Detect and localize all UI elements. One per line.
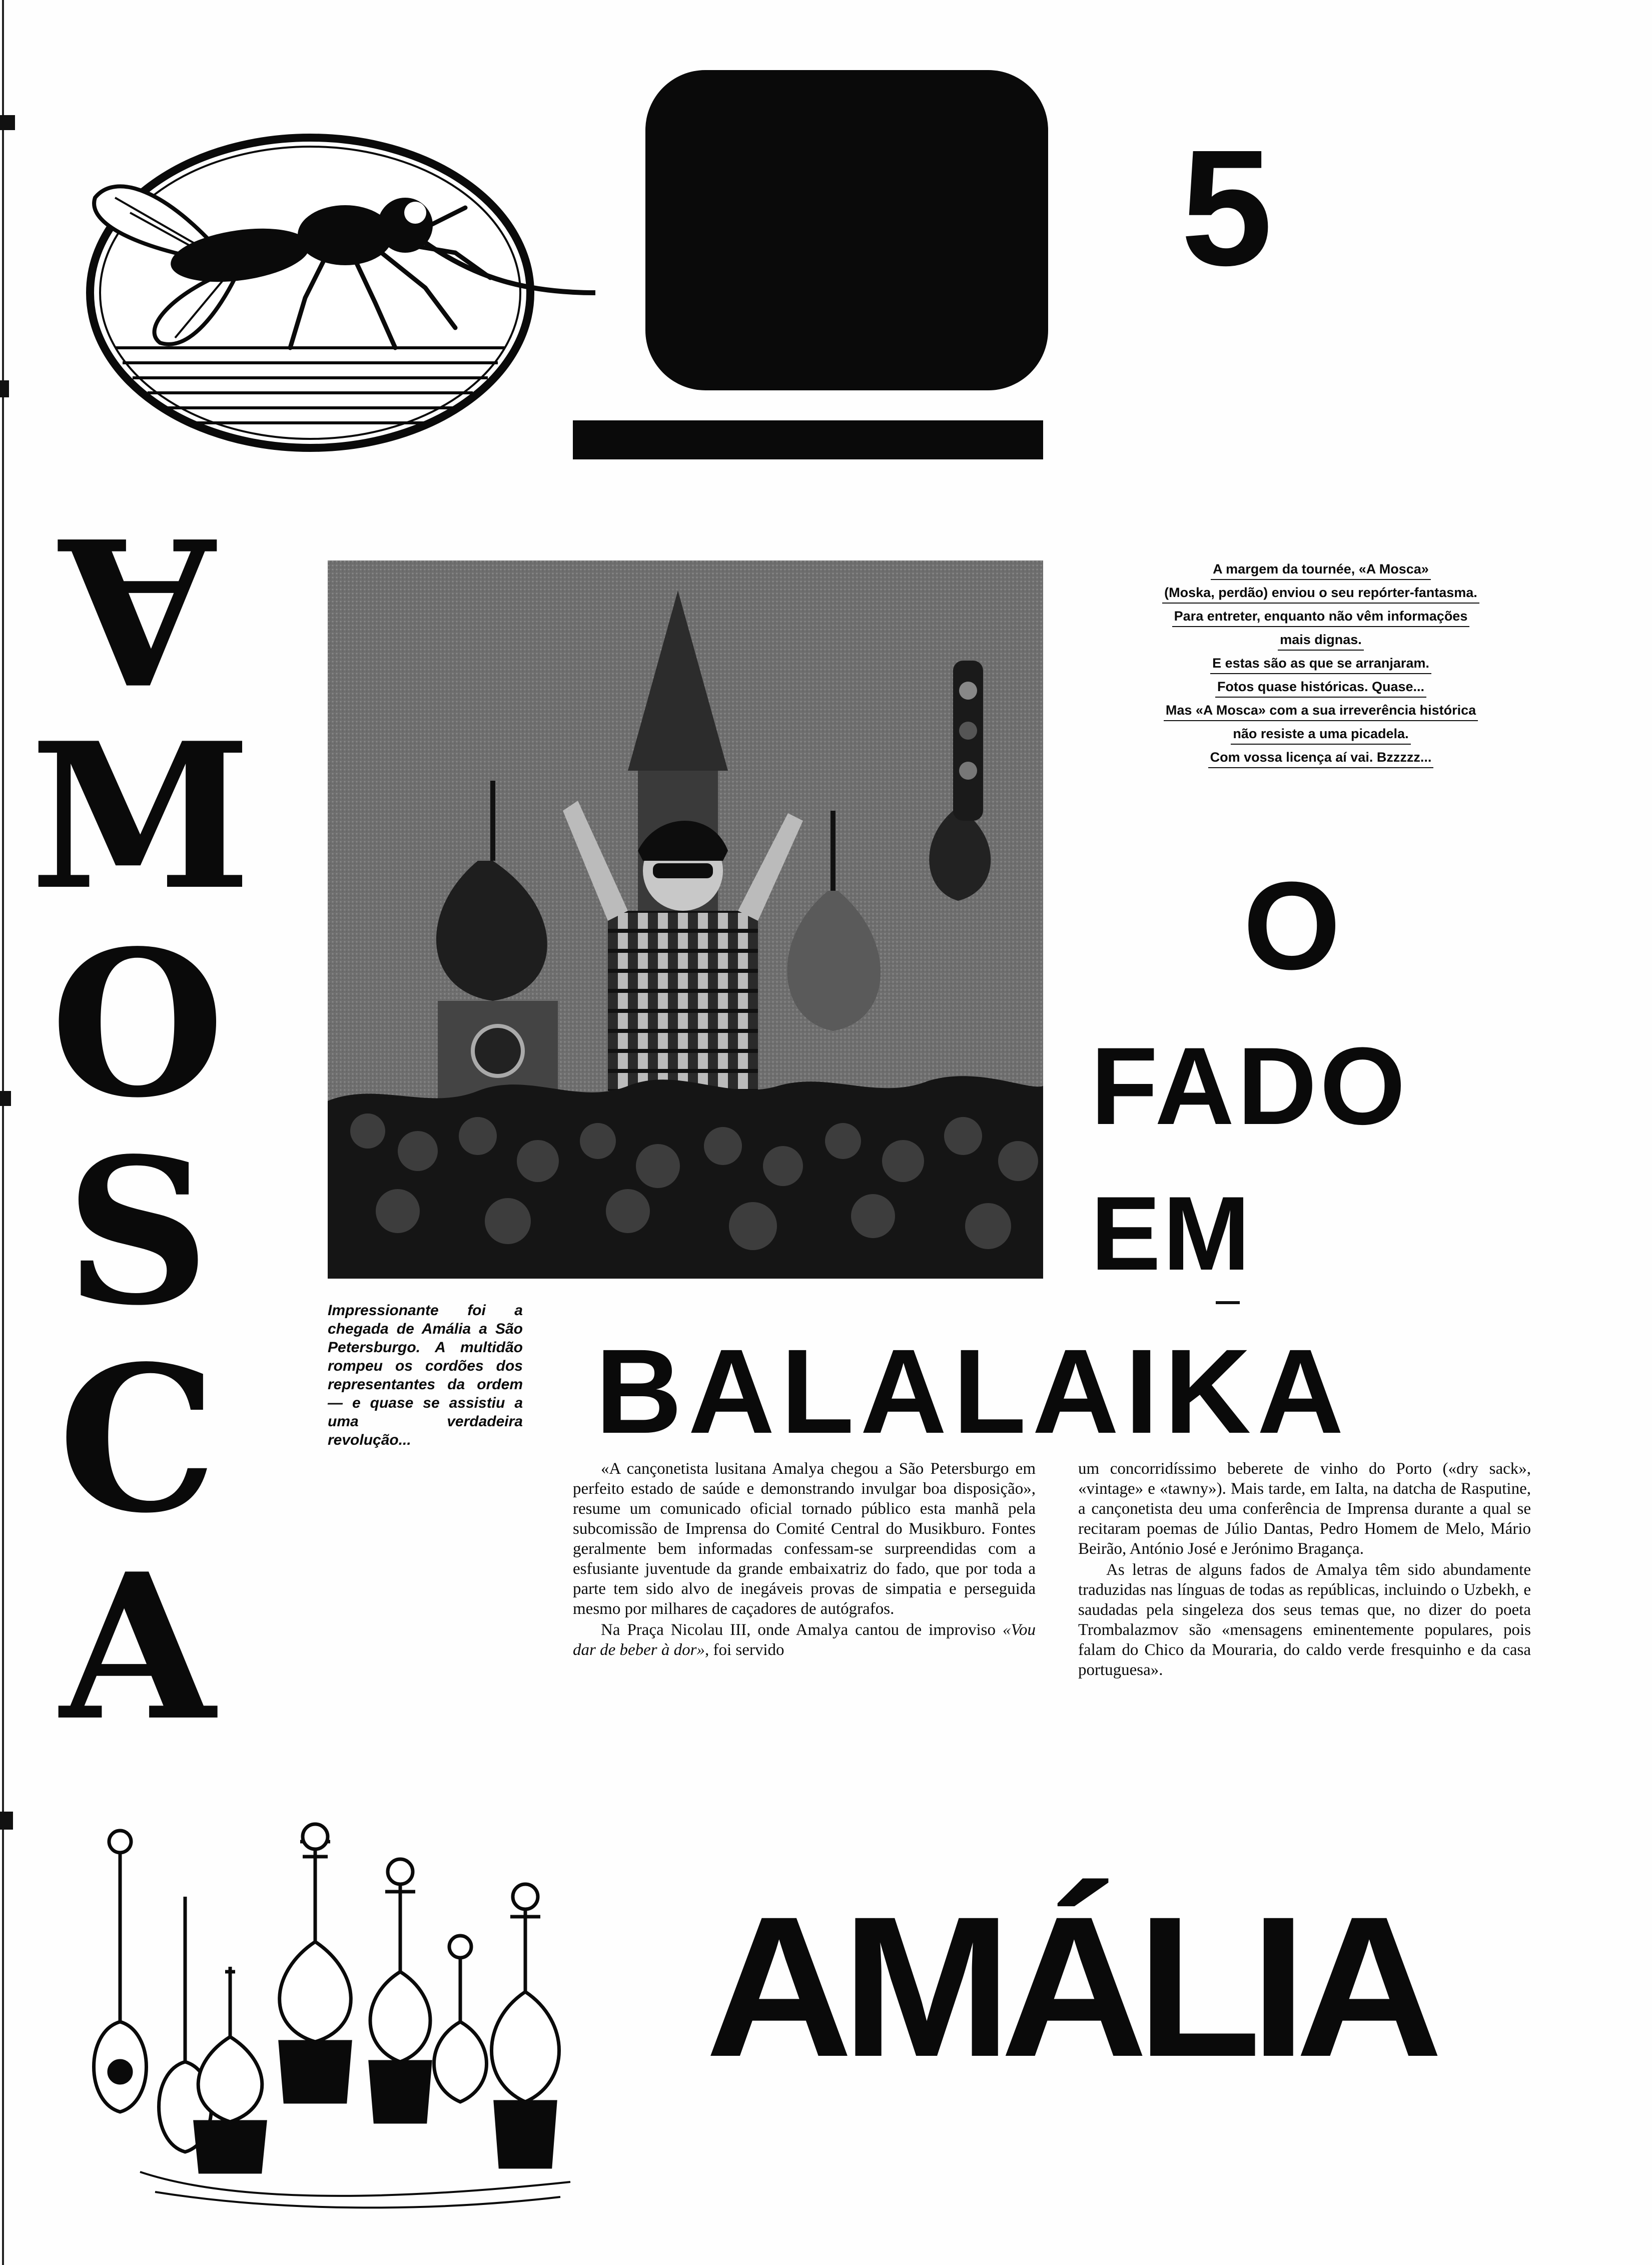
- intro-line: não resiste a uma picadela.: [1231, 724, 1410, 745]
- vertical-title-letter: S: [65, 1114, 210, 1350]
- article-paragraph: um concorridíssimo beberete de vinho do Porto («dry sack», «vintage» e «tawny»). Mais tarde, em Ialta, na datcha de Rasputine, a cançonetista deu uma conferência de Imprensa durante a qual se recitaram poemas de Júlio Dantas, Pedro Homem de Melo, Mário Beirão, António José e Jerónimo Bragança.: [1078, 1460, 1531, 1558]
- headline-line-4: BALALAIKA: [595, 1324, 1350, 1458]
- scan-edge-marks: [0, 0, 20, 2265]
- vertical-title-letter: O: [50, 907, 225, 1142]
- intro-line: Para entreter, enquanto não vêm informações: [1172, 607, 1470, 627]
- article-paragraph: As letras de alguns fados de Amalya têm sido abundamente traduzidas nas línguas de todas as repúblicas, incluindo o Uzbekh, e saudadas pela singeleza dos seus temas que, no dizer do poeta Trombalazmov são «mensagens eminentemente populares, pois falam do Chico da Mouraria, do caldo verde fresquinho e da casa portuguesa».: [1078, 1561, 1531, 1679]
- intro-line: E estas são as que se arranjaram.: [1210, 654, 1431, 674]
- photo-caption: Impressionante foi a chegada de Amália a São Petersburgo. A multidão rompeu os cordões dos representantes da ordem — e quase se assistiu a uma verdadeira revolução...: [328, 1302, 523, 1448]
- intro-line: Mas «A Mosca» com a sua irreverência histórica: [1164, 701, 1478, 721]
- article-paragraph: «A cançonetista lusitana Amalya chegou a São Petersburgo em perfeito estado de saúde e demonstrando invulgar boa disposição», resume um comunicado oficial tornado público esta manhã pela subcomissão de Imprensa do Comité Central do Musikburo. Fontes geralmente bem informadas confessam-se surpreendidas com a esfusiante juventude da grande embaixatriz do fado, que por toda a parte tem sido alvo de inegáveis provas de simpatia e perseguida mesmo por milhares de caçadores de autógrafos.: [573, 1460, 1036, 1618]
- intro-line: mais dignas.: [1278, 630, 1364, 651]
- onion-domes-and-guitars-icon: [80, 1822, 580, 2217]
- masthead-bar: [573, 420, 1043, 459]
- intro-line: Com vossa licença aí vai. Bzzzzz...: [1208, 748, 1434, 768]
- headline-line-3: EM: [1091, 1175, 1252, 1292]
- speech-bubble-block: [645, 70, 1048, 390]
- vertical-title-letter: C: [58, 1322, 218, 1557]
- fly-in-oval-icon: [75, 128, 600, 458]
- vertical-title: [30, 492, 252, 1765]
- song-title: «Vou dar de beber à dor»: [573, 1621, 1036, 1659]
- intro-line: Fotos quase históricas. Quase...: [1215, 677, 1426, 698]
- vertical-title-letter: A: [60, 492, 216, 727]
- article-column-1: [573, 1459, 1036, 1661]
- kremlin-crowd-photo: [328, 560, 1043, 1279]
- vertical-title-letter: A: [60, 1530, 216, 1765]
- article-column-2: [1078, 1459, 1531, 1681]
- vertical-title-letter: M: [30, 699, 252, 934]
- headline-line-2: FADO: [1091, 1024, 1409, 1148]
- article-text: Na Praça Nicolau III, onde Amalya cantou de improviso: [601, 1621, 1003, 1639]
- headline-dash: [1216, 1301, 1240, 1304]
- footer-title: AMÁLIA: [705, 1875, 1432, 2098]
- intro-line: A margem da tournée, «A Mosca»: [1211, 559, 1431, 580]
- article-paragraph: [573, 1620, 1036, 1660]
- page-number: 5: [1181, 115, 1269, 300]
- intro-note: [1111, 559, 1531, 771]
- article-text: , foi servido: [704, 1641, 784, 1659]
- intro-line: (Moska, perdão) enviou o seu repórter-fantasma.: [1162, 583, 1479, 604]
- headline-line-1: O: [1243, 856, 1341, 995]
